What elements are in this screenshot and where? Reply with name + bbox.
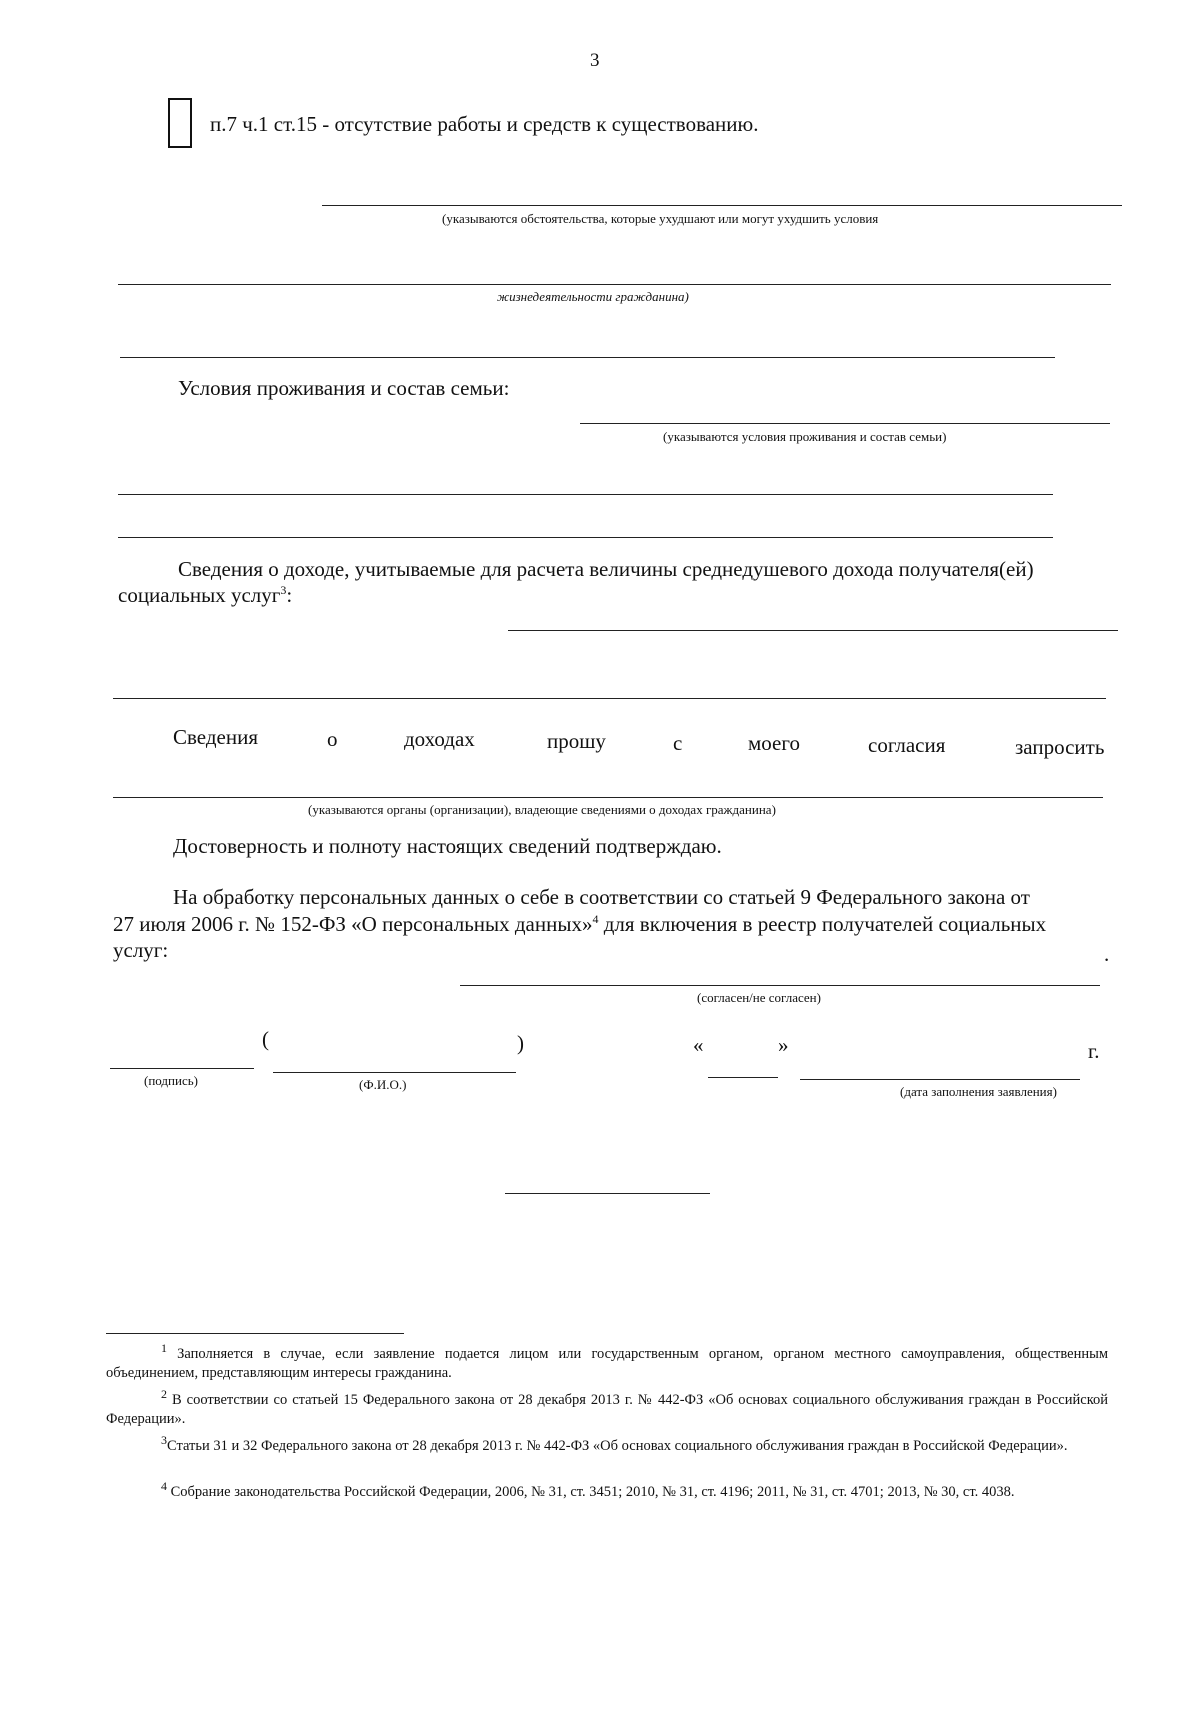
footnote-4 bbox=[106, 1479, 1108, 1502]
end-rule bbox=[505, 1193, 710, 1194]
caption-signature: (подпись) bbox=[144, 1073, 198, 1088]
footnote-ref-3: 3 bbox=[280, 583, 287, 597]
income-line2-text: социальных услуг bbox=[118, 583, 281, 607]
confirm-text: Достоверность и полноту настоящих сведений подтверждаю. bbox=[173, 834, 722, 858]
footnote-2-text: В соответствии со статьей 15 Федерального закона от 28 декабря 2013 г. № 442-ФЗ «Об основах социального обслуживания граждан в Российской Федерации». bbox=[106, 1392, 1109, 1427]
circumstances-hint-1: (указываются обстоятельства, которые ухудшают или могут ухудшить условия bbox=[442, 211, 879, 226]
income-line-1[interactable] bbox=[508, 630, 1118, 631]
footnote-4-num: 4 bbox=[161, 1479, 167, 1494]
quote-open: « bbox=[693, 1033, 704, 1057]
footnote-1-num: 1 bbox=[161, 1341, 167, 1356]
paren-close: ) bbox=[517, 1031, 524, 1055]
income-text-line-2 bbox=[118, 583, 292, 608]
request-word-2: о bbox=[327, 727, 338, 751]
consent-line2-text: 27 июля 2006 г. № 152-ФЗ «О персональных данных» bbox=[113, 912, 593, 936]
footnote-3-num: 3 bbox=[161, 1433, 167, 1448]
request-word-3: доходах bbox=[404, 727, 475, 751]
request-word-5: с bbox=[673, 731, 683, 755]
checkbox[interactable] bbox=[168, 98, 192, 148]
consent-line2-end: для включения в реестр получателей социальных bbox=[598, 912, 1047, 936]
footnote-1-text: Заполняется в случае, если заявление подается лицом или государственным органом, органом местного самоуправления, общественным объединением, представляющим интересы гражданина. bbox=[106, 1346, 1109, 1381]
request-hint: (указываются органы (организации), владеющие сведениями о доходах гражданина) bbox=[308, 802, 776, 817]
income-line-2[interactable] bbox=[113, 698, 1106, 699]
consent-line-1: На обработку персональных данных о себе в соответствии со статьей 9 Федерального закона от bbox=[173, 885, 1030, 909]
living-line-1[interactable] bbox=[580, 423, 1110, 424]
income-text-line-1: Сведения о доходе, учитываемые для расчета величины среднедушевого дохода получателя(ей) bbox=[178, 557, 1034, 581]
income-line2-end: : bbox=[286, 583, 293, 607]
circumstances-line-1[interactable] bbox=[322, 205, 1122, 206]
page-number: 3 bbox=[590, 50, 600, 71]
footnote-1 bbox=[106, 1341, 1109, 1383]
request-word-7: согласия bbox=[868, 733, 946, 757]
footnote-2-num: 2 bbox=[161, 1387, 167, 1402]
quote-close: » bbox=[778, 1033, 789, 1057]
request-word-1: Сведения bbox=[173, 725, 258, 749]
consent-period: . bbox=[1104, 942, 1110, 966]
living-line-3[interactable] bbox=[118, 537, 1053, 538]
footnote-3 bbox=[106, 1433, 1108, 1456]
checkbox-item-label: п.7 ч.1 ст.15 - отсутствие работы и средств к существованию. bbox=[210, 112, 759, 136]
footnote-2 bbox=[106, 1387, 1109, 1429]
circumstances-hint-2: жизнедеятельности гражданина) bbox=[497, 289, 689, 304]
living-line-2[interactable] bbox=[118, 494, 1053, 495]
request-word-4: прошу bbox=[547, 729, 606, 753]
consent-line-2 bbox=[113, 912, 1046, 937]
consent-hint: (согласен/не согласен) bbox=[697, 990, 821, 1005]
living-label: Условия проживания и состав семьи: bbox=[178, 376, 510, 400]
circumstances-line-3[interactable] bbox=[120, 357, 1055, 358]
footnote-separator bbox=[106, 1333, 404, 1334]
paren-open: ( bbox=[262, 1027, 269, 1051]
day-line[interactable] bbox=[708, 1077, 778, 1078]
request-line[interactable] bbox=[113, 797, 1103, 798]
consent-line[interactable] bbox=[460, 985, 1100, 986]
consent-line-3: услуг: bbox=[113, 938, 169, 962]
month-year-line[interactable] bbox=[800, 1079, 1080, 1080]
request-word-6: моего bbox=[748, 731, 800, 755]
name-line[interactable] bbox=[273, 1072, 516, 1073]
footnote-ref-4: 4 bbox=[592, 912, 599, 926]
living-hint: (указываются условия проживания и состав семьи) bbox=[663, 429, 947, 444]
year-suffix: г. bbox=[1088, 1039, 1100, 1063]
request-word-8: запросить bbox=[1015, 735, 1105, 759]
signature-line[interactable] bbox=[110, 1068, 254, 1069]
footnote-3-text: Статьи 31 и 32 Федерального закона от 28 декабря 2013 г. № 442-ФЗ «Об основах социального обслуживания граждан в Российской Федерации». bbox=[167, 1438, 1068, 1454]
caption-name: (Ф.И.О.) bbox=[359, 1077, 407, 1092]
caption-date: (дата заполнения заявления) bbox=[900, 1084, 1057, 1099]
circumstances-line-2[interactable] bbox=[118, 284, 1111, 285]
footnote-4-text: Собрание законодательства Российской Федерации, 2006, № 31, ст. 3451; 2010, № 31, ст. 4196; 2011, № 31, ст. 4701; 2013, № 30, ст. 4038. bbox=[170, 1484, 1015, 1500]
